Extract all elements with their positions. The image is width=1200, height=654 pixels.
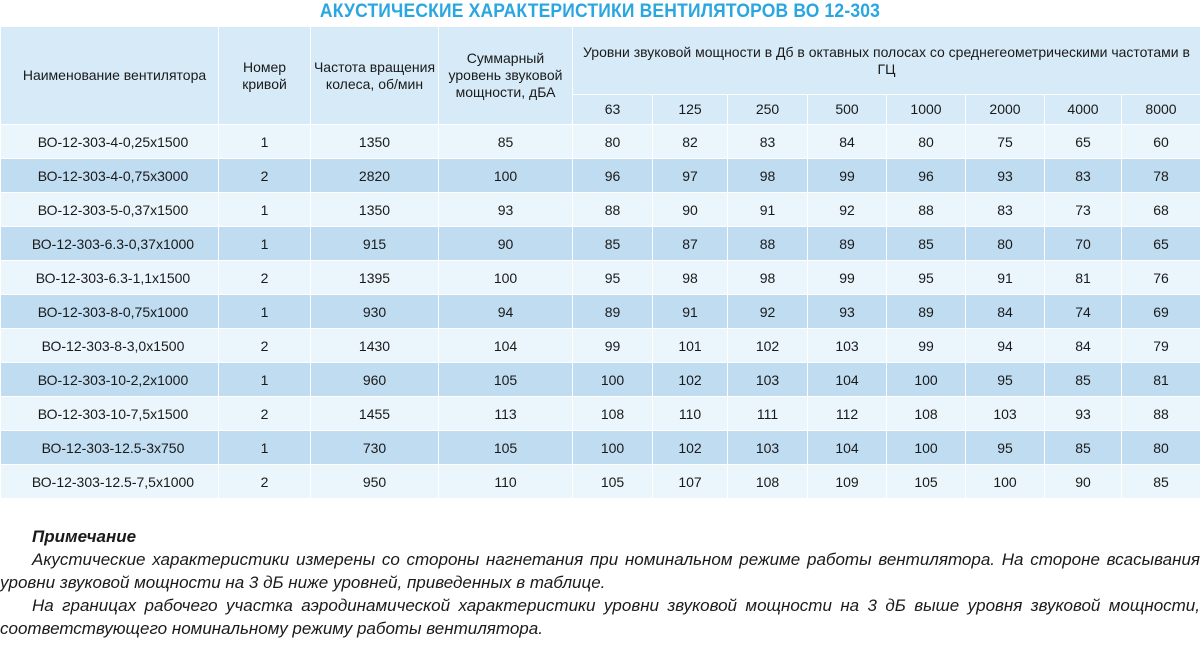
level-250-cell: 111 bbox=[728, 397, 808, 431]
level-250-cell: 92 bbox=[728, 295, 808, 329]
fan-name-cell: ВО-12-303-5-0,37х1500 bbox=[1, 193, 219, 227]
table-row bbox=[1, 261, 1200, 295]
level-8000-cell: 88 bbox=[1122, 397, 1200, 431]
level-1000-cell: 89 bbox=[887, 295, 966, 329]
header-freq-500: 500 bbox=[808, 95, 887, 125]
table-row bbox=[1, 159, 1200, 193]
level-4000-cell: 90 bbox=[1045, 465, 1122, 499]
header-freq-250: 250 bbox=[728, 95, 808, 125]
level-1000-cell: 85 bbox=[887, 227, 966, 261]
curve-number-cell: 2 bbox=[219, 465, 311, 499]
level-63-cell: 100 bbox=[573, 431, 653, 465]
level-8000-cell: 78 bbox=[1122, 159, 1200, 193]
level-500-cell: 103 bbox=[808, 329, 887, 363]
rotation-speed-cell: 1430 bbox=[311, 329, 439, 363]
level-500-cell: 112 bbox=[808, 397, 887, 431]
rotation-speed-cell: 1395 bbox=[311, 261, 439, 295]
level-63-cell: 100 bbox=[573, 363, 653, 397]
curve-number-cell: 2 bbox=[219, 261, 311, 295]
level-500-cell: 99 bbox=[808, 261, 887, 295]
level-4000-cell: 81 bbox=[1045, 261, 1122, 295]
header-rotation-speed: Частота вращения колеса, об/мин bbox=[311, 27, 439, 125]
level-1000-cell: 95 bbox=[887, 261, 966, 295]
level-500-cell: 104 bbox=[808, 431, 887, 465]
level-4000-cell: 85 bbox=[1045, 363, 1122, 397]
header-freq-2000: 2000 bbox=[966, 95, 1045, 125]
note-paragraph-2: На границах рабочего участка аэродинамической характеристики уровни звуковой мощности на 3 дБ выше уровня звуковой мощности, соответствующего номинальному режиму работы вентилятора. bbox=[0, 596, 1200, 638]
level-8000-cell: 85 bbox=[1122, 465, 1200, 499]
level-250-cell: 83 bbox=[728, 125, 808, 159]
fan-name-cell: ВО-12-303-4-0,75х3000 bbox=[1, 159, 219, 193]
level-1000-cell: 88 bbox=[887, 193, 966, 227]
fan-name-cell: ВО-12-303-10-2,2х1000 bbox=[1, 363, 219, 397]
level-250-cell: 103 bbox=[728, 363, 808, 397]
header-octave-bands: Уровни звуковой мощности в Дб в октавных полосах со среднегеометрическими частотами в ГЦ bbox=[573, 27, 1200, 95]
level-63-cell: 85 bbox=[573, 227, 653, 261]
curve-number-cell: 2 bbox=[219, 329, 311, 363]
header-total-level: Суммарный уровень звуковой мощности, дБА bbox=[439, 27, 573, 125]
level-125-cell: 87 bbox=[653, 227, 728, 261]
level-250-cell: 103 bbox=[728, 431, 808, 465]
level-4000-cell: 85 bbox=[1045, 431, 1122, 465]
level-63-cell: 99 bbox=[573, 329, 653, 363]
level-500-cell: 84 bbox=[808, 125, 887, 159]
level-1000-cell: 100 bbox=[887, 431, 966, 465]
level-250-cell: 98 bbox=[728, 159, 808, 193]
level-500-cell: 92 bbox=[808, 193, 887, 227]
level-1000-cell: 108 bbox=[887, 397, 966, 431]
level-8000-cell: 65 bbox=[1122, 227, 1200, 261]
table-row bbox=[1, 125, 1200, 159]
rotation-speed-cell: 2820 bbox=[311, 159, 439, 193]
level-250-cell: 102 bbox=[728, 329, 808, 363]
rotation-speed-cell: 960 bbox=[311, 363, 439, 397]
level-250-cell: 108 bbox=[728, 465, 808, 499]
level-2000-cell: 100 bbox=[966, 465, 1045, 499]
level-2000-cell: 84 bbox=[966, 295, 1045, 329]
level-125-cell: 90 bbox=[653, 193, 728, 227]
level-2000-cell: 80 bbox=[966, 227, 1045, 261]
level-1000-cell: 96 bbox=[887, 159, 966, 193]
level-250-cell: 91 bbox=[728, 193, 808, 227]
rotation-speed-cell: 930 bbox=[311, 295, 439, 329]
total-level-cell: 100 bbox=[439, 159, 573, 193]
fan-name-cell: ВО-12-303-6.3-1,1х1500 bbox=[1, 261, 219, 295]
fan-name-cell: ВО-12-303-12.5-7,5х1000 bbox=[1, 465, 219, 499]
table-row bbox=[1, 431, 1200, 465]
level-125-cell: 110 bbox=[653, 397, 728, 431]
level-125-cell: 107 bbox=[653, 465, 728, 499]
acoustic-table bbox=[0, 26, 1200, 499]
level-1000-cell: 80 bbox=[887, 125, 966, 159]
level-4000-cell: 65 bbox=[1045, 125, 1122, 159]
table-row bbox=[1, 193, 1200, 227]
total-level-cell: 93 bbox=[439, 193, 573, 227]
table-row bbox=[1, 329, 1200, 363]
note-title: Примечание bbox=[32, 527, 137, 546]
fan-name-cell: ВО-12-303-8-3,0х1500 bbox=[1, 329, 219, 363]
curve-number-cell: 1 bbox=[219, 227, 311, 261]
level-4000-cell: 73 bbox=[1045, 193, 1122, 227]
level-63-cell: 80 bbox=[573, 125, 653, 159]
level-8000-cell: 69 bbox=[1122, 295, 1200, 329]
note-paragraph-1: Акустические характеристики измерены со стороны нагнетания при номинальном режиме работы вентилятора. На стороне всасывания уровни звуковой мощности на 3 дБ ниже уровней, приведенных в таблице. bbox=[0, 550, 1200, 592]
level-63-cell: 89 bbox=[573, 295, 653, 329]
rotation-speed-cell: 950 bbox=[311, 465, 439, 499]
rotation-speed-cell: 1350 bbox=[311, 193, 439, 227]
curve-number-cell: 1 bbox=[219, 431, 311, 465]
level-63-cell: 105 bbox=[573, 465, 653, 499]
rotation-speed-cell: 1350 bbox=[311, 125, 439, 159]
total-level-cell: 100 bbox=[439, 261, 573, 295]
level-250-cell: 98 bbox=[728, 261, 808, 295]
level-125-cell: 102 bbox=[653, 363, 728, 397]
level-2000-cell: 94 bbox=[966, 329, 1045, 363]
level-2000-cell: 91 bbox=[966, 261, 1045, 295]
table-row bbox=[1, 227, 1200, 261]
header-freq-8000: 8000 bbox=[1122, 95, 1200, 125]
total-level-cell: 105 bbox=[439, 431, 573, 465]
rotation-speed-cell: 915 bbox=[311, 227, 439, 261]
curve-number-cell: 2 bbox=[219, 159, 311, 193]
level-4000-cell: 93 bbox=[1045, 397, 1122, 431]
level-1000-cell: 105 bbox=[887, 465, 966, 499]
curve-number-cell: 2 bbox=[219, 397, 311, 431]
total-level-cell: 105 bbox=[439, 363, 573, 397]
level-2000-cell: 95 bbox=[966, 363, 1045, 397]
fan-name-cell: ВО-12-303-4-0,25х1500 bbox=[1, 125, 219, 159]
rotation-speed-cell: 1455 bbox=[311, 397, 439, 431]
level-8000-cell: 80 bbox=[1122, 431, 1200, 465]
level-125-cell: 102 bbox=[653, 431, 728, 465]
level-1000-cell: 100 bbox=[887, 363, 966, 397]
level-2000-cell: 103 bbox=[966, 397, 1045, 431]
level-250-cell: 88 bbox=[728, 227, 808, 261]
level-500-cell: 89 bbox=[808, 227, 887, 261]
level-125-cell: 82 bbox=[653, 125, 728, 159]
level-4000-cell: 70 bbox=[1045, 227, 1122, 261]
level-500-cell: 104 bbox=[808, 363, 887, 397]
table-row bbox=[1, 397, 1200, 431]
level-125-cell: 97 bbox=[653, 159, 728, 193]
level-125-cell: 101 bbox=[653, 329, 728, 363]
header-freq-63: 63 bbox=[573, 95, 653, 125]
total-level-cell: 110 bbox=[439, 465, 573, 499]
level-125-cell: 98 bbox=[653, 261, 728, 295]
level-8000-cell: 68 bbox=[1122, 193, 1200, 227]
curve-number-cell: 1 bbox=[219, 363, 311, 397]
level-63-cell: 96 bbox=[573, 159, 653, 193]
level-500-cell: 93 bbox=[808, 295, 887, 329]
level-4000-cell: 83 bbox=[1045, 159, 1122, 193]
curve-number-cell: 1 bbox=[219, 125, 311, 159]
total-level-cell: 113 bbox=[439, 397, 573, 431]
level-2000-cell: 93 bbox=[966, 159, 1045, 193]
total-level-cell: 85 bbox=[439, 125, 573, 159]
level-125-cell: 91 bbox=[653, 295, 728, 329]
total-level-cell: 90 bbox=[439, 227, 573, 261]
note bbox=[0, 525, 1200, 640]
table-row bbox=[1, 295, 1200, 329]
table-row bbox=[1, 465, 1200, 499]
level-500-cell: 99 bbox=[808, 159, 887, 193]
level-2000-cell: 95 bbox=[966, 431, 1045, 465]
fan-name-cell: ВО-12-303-8-0,75х1000 bbox=[1, 295, 219, 329]
fan-name-cell: ВО-12-303-12.5-3х750 bbox=[1, 431, 219, 465]
header-freq-125: 125 bbox=[653, 95, 728, 125]
level-63-cell: 88 bbox=[573, 193, 653, 227]
level-4000-cell: 84 bbox=[1045, 329, 1122, 363]
header-freq-4000: 4000 bbox=[1045, 95, 1122, 125]
level-2000-cell: 83 bbox=[966, 193, 1045, 227]
level-2000-cell: 75 bbox=[966, 125, 1045, 159]
total-level-cell: 104 bbox=[439, 329, 573, 363]
level-8000-cell: 60 bbox=[1122, 125, 1200, 159]
table-row bbox=[1, 363, 1200, 397]
header-fan-name: Наименование вентилятора bbox=[1, 27, 219, 125]
curve-number-cell: 1 bbox=[219, 193, 311, 227]
level-63-cell: 108 bbox=[573, 397, 653, 431]
header-freq-1000: 1000 bbox=[887, 95, 966, 125]
header-curve-number: Номер кривой bbox=[219, 27, 311, 125]
level-1000-cell: 99 bbox=[887, 329, 966, 363]
page-title: АКУСТИЧЕСКИЕ ХАРАКТЕРИСТИКИ ВЕНТИЛЯТОРОВ ВО 12-303 bbox=[319, 1, 881, 22]
fan-name-cell: ВО-12-303-10-7,5х1500 bbox=[1, 397, 219, 431]
curve-number-cell: 1 bbox=[219, 295, 311, 329]
level-8000-cell: 81 bbox=[1122, 363, 1200, 397]
level-63-cell: 95 bbox=[573, 261, 653, 295]
total-level-cell: 94 bbox=[439, 295, 573, 329]
level-500-cell: 109 bbox=[808, 465, 887, 499]
fan-name-cell: ВО-12-303-6.3-0,37х1000 bbox=[1, 227, 219, 261]
level-8000-cell: 76 bbox=[1122, 261, 1200, 295]
rotation-speed-cell: 730 bbox=[311, 431, 439, 465]
level-4000-cell: 74 bbox=[1045, 295, 1122, 329]
level-8000-cell: 79 bbox=[1122, 329, 1200, 363]
